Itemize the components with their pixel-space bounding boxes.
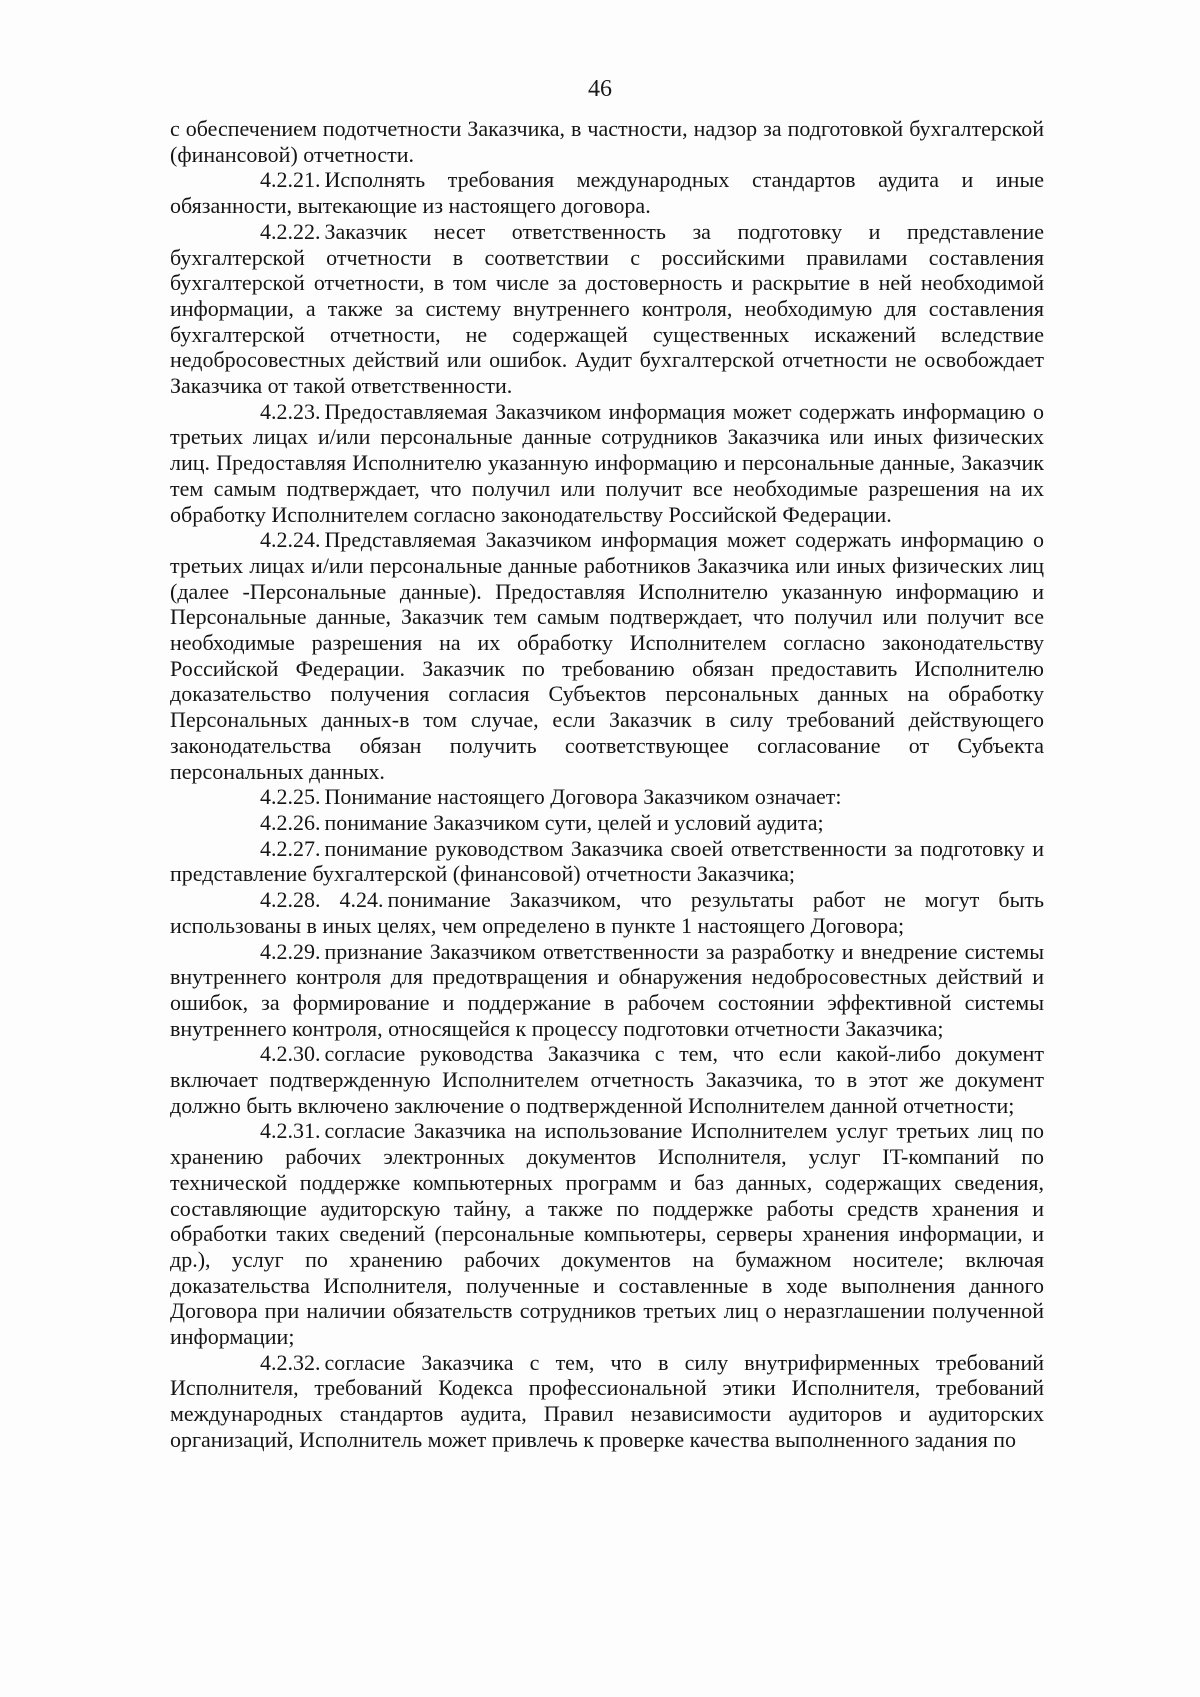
document-body — [170, 116, 1044, 1453]
clause-4-2-21 — [170, 167, 1044, 218]
paragraph-text: признание Заказчиком ответственности за разработку и внедрение системы внутреннего контроля для предотвращения и обнаружения недобросовестных действий и ошибок, за формирование и поддержание в рабочем состоянии эффективной системы внутреннего контроля, относящейся к процессу подготовки отчетности Заказчика; — [170, 938, 1044, 1041]
paragraph-continuation — [170, 116, 1044, 167]
clause-4-2-22 — [170, 219, 1044, 399]
paragraph-text: Заказчик несет ответственность за подготовку и представление бухгалтерской отчетности в соответствии с российскими правилами составления бухгалтерской отчетности, в том числе за достоверность и раскрытие в ней необходимой информации, а также за систему внутреннего контроля, необходимую для составления бухгалтерской отчетности, не содержащей существенных искажений вследствие недобросовестных действий или ошибок. Аудит бухгалтерской отчетности не освобождает Заказчика от такой ответственности. — [170, 218, 1044, 399]
paragraph-text: согласие руководства Заказчика с тем, что если какой-либо документ включает подтвержденную Исполнителем отчетность Заказчика, то в этот же документ должно быть включено заключение о подтвержденной Исполнителем данной отчетности; — [170, 1041, 1044, 1118]
paragraph-text: с обеспечением подотчетности Заказчика, в частности, надзор за подготовкой бухгалтерской (финансовой) отчетности. — [170, 116, 1044, 167]
paragraph-text: понимание руководством Заказчика своей ответственности за подготовку и представление бухгалтерской (финансовой) отчетности Заказчика; — [170, 835, 1044, 887]
clause-4-2-29 — [170, 939, 1044, 1042]
clause-4-2-24 — [170, 527, 1044, 784]
clause-4-2-25 — [170, 784, 1044, 810]
clause-number: 4.2.23. — [260, 398, 321, 424]
clause-number: 4.2.29. — [260, 938, 321, 964]
clause-number: 4.2.21. — [260, 167, 321, 193]
clause-4-2-28 — [170, 887, 1044, 938]
paragraph-text: понимание Заказчиком, что результаты работ не могут быть использованы в иных целях, чем определено в пункте 1 настоящего Договора; — [170, 887, 1045, 938]
page-number: 46 — [588, 76, 612, 102]
paragraph-text: понимание Заказчиком сути, целей и условий аудита; — [324, 809, 824, 835]
paragraph-text: согласие Заказчика на использование Исполнителем услуг третьих лиц по хранению рабочих электронных документов Исполнителя, услуг IT-компаний по технической поддержке компьютерных программ и баз данных, содержащих сведения, составляющие аудиторскую тайну, а также по поддержке работы средств хранения и обработки таких сведений (персональные компьютеры, серверы хранения информации, и др.), услуг по хранению рабочих документов на бумажном носителе; включая доказательства Исполнителя, полученные и составленные в ходе выполнения данного Договора при наличии обязательств сотрудников третьих лиц о неразглашении полученной информации; — [170, 1118, 1044, 1350]
clause-number: 4.2.27. — [260, 835, 321, 861]
clause-number: 4.2.30. — [260, 1041, 321, 1067]
clause-4-2-31 — [170, 1118, 1044, 1349]
clause-number: 4.2.22. — [260, 218, 321, 244]
paragraph-text: Представляемая Заказчиком информация может содержать информацию о третьих лицах и/или персональные данные работников Заказчика или иных физических лиц (далее -Персональные данные). Предоставляя Исполнителю указанную информацию и Персональные данные, Заказчик тем самым подтверждает, что получил или получит все необходимые разрешения на их обработку Исполнителем согласно законодательству Российской Федерации. Заказчик по требованию обязан предоставить Исполнителю доказательство получения согласия Субъектов персональных данных на обработку Персональных данных-в том случае, если Заказчик в силу требований действующего законодательства обязан получить соответствующее согласование от Субъекта персональных данных. — [170, 527, 1044, 784]
clause-number: 4.2.28. 4.24. — [260, 887, 384, 913]
clause-4-2-26 — [170, 810, 1044, 836]
clause-number: 4.2.25. — [260, 784, 321, 810]
paragraph-text: Исполнять требования международных стандартов аудита и иные обязанности, вытекающие из настоящего договора. — [170, 167, 1044, 219]
clause-number: 4.2.31. — [260, 1118, 321, 1144]
clause-4-2-23 — [170, 399, 1044, 528]
clause-number: 4.2.32. — [260, 1349, 321, 1375]
paragraph-text: Понимание настоящего Договора Заказчиком означает: — [324, 784, 842, 810]
paragraph-text: согласие Заказчика с тем, что в силу внутрифирменных требований Исполнителя, требований Кодекса профессиональной этики Исполнителя, требований международных стандартов аудита, Правил независимости аудиторов и аудиторских организаций, Исполнитель может привлечь к проверке качества выполненного задания по — [170, 1349, 1044, 1452]
clause-number: 4.2.24. — [260, 527, 321, 553]
clause-4-2-30 — [170, 1041, 1044, 1118]
clause-number: 4.2.26. — [260, 809, 321, 835]
clause-4-2-27 — [170, 836, 1044, 887]
clause-4-2-32 — [170, 1350, 1044, 1453]
paragraph-text: Предоставляемая Заказчиком информация может содержать информацию о третьих лицах и/или персональные данные сотрудников Заказчика или иных физических лиц. Предоставляя Исполнителю указанную информацию и персональные данные, Заказчик тем самым подтверждает, что получил или получит все необходимые разрешения на их обработку Исполнителем согласно законодательству Российской Федерации. — [170, 398, 1044, 527]
